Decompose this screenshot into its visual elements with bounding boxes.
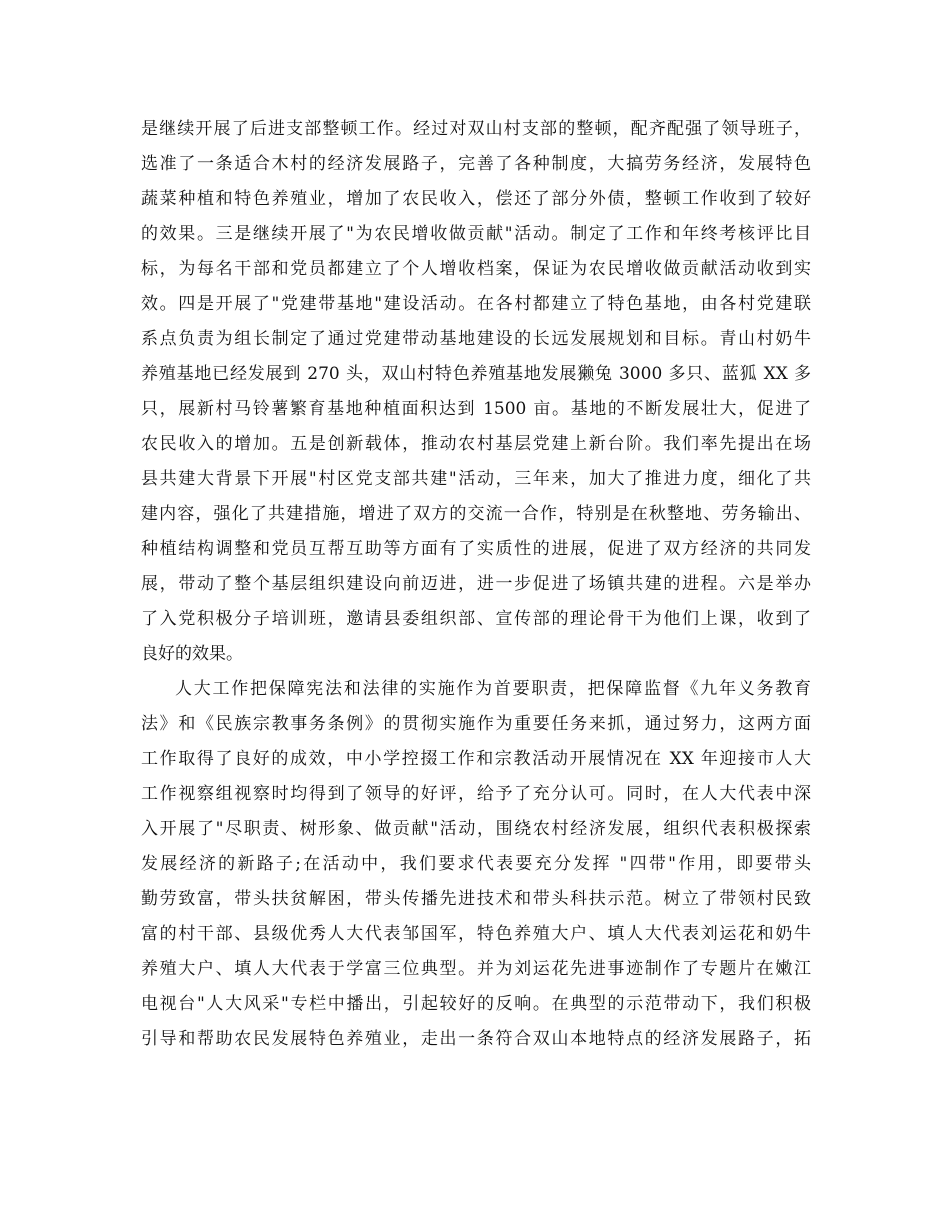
text-line: 工作视察组视察时均得到了领导的好评，给予了充分认可。同时，在人大代表中深 <box>141 784 811 804</box>
text-line: 良好的效果。 <box>141 644 243 664</box>
text-line: 系点负责为组长制定了通过党建带动基地建设的长远发展规划和目标。青山村奶牛 <box>141 329 811 349</box>
text-line: 的效果。三是继续开展了"为农民增收做贡献"活动。制定了工作和年终考核评比目 <box>141 224 811 244</box>
text-line: 法》和《民族宗教事务条例》的贯彻实施作为重要任务来抓，通过努力，这两方面 <box>141 714 811 734</box>
text-line: 只，展新村马铃薯繁育基地种植面积达到 1500 亩。基地的不断发展壮大，促进了 <box>141 399 811 419</box>
text-line: 效。四是开展了"党建带基地"建设活动。在各村都建立了特色基地，由各村党建联 <box>141 294 811 314</box>
text-line: 富的村干部、县级优秀人大代表邹国军，特色养殖大户、填人大代表刘运花和奶牛 <box>141 924 811 944</box>
text-line: 发展经济的新路子;在活动中，我们要求代表要充分发挥 "四带"作用，即要带头 <box>141 854 811 874</box>
paragraph-1 <box>141 112 811 672</box>
text-line: 养殖基地已经发展到 270 头，双山村特色养殖基地发展獭兔 3000 多只、蓝狐 XX 多 <box>141 364 811 384</box>
text-line: 引导和帮助农民发展特色养殖业，走出一条符合双山本地特点的经济发展路子，拓 <box>141 1029 811 1049</box>
text-line: 是继续开展了后进支部整顿工作。经过对双山村支部的整顿，配齐配强了领导班子， <box>141 119 811 139</box>
text-line: 人大工作把保障宪法和法律的实施作为首要职责，把保障监督《九年义务教育 <box>175 679 811 699</box>
text-line: 标，为每名干部和党员都建立了个人增收档案，保证为农民增收做贡献活动收到实 <box>141 259 811 279</box>
text-line: 勤劳致富，带头扶贫解困，带头传播先进技术和带头科扶示范。树立了带领村民致 <box>141 889 811 909</box>
text-line: 县共建大背景下开展"村区党支部共建"活动，三年来，加大了推进力度，细化了共 <box>141 469 811 489</box>
text-line: 蔬菜种植和特色养殖业，增加了农民收入，偿还了部分外债，整顿工作收到了较好 <box>141 189 811 209</box>
paragraph-2 <box>141 672 811 1057</box>
text-line: 了入党积极分子培训班，邀请县委组织部、宣传部的理论骨干为他们上课，收到了 <box>141 609 811 629</box>
text-line: 电视台"人大风采"专栏中播出，引起较好的反响。在典型的示范带动下，我们积极 <box>141 994 811 1014</box>
text-line: 工作取得了良好的成效，中小学控掇工作和宗教活动开展情况在 XX 年迎接市人大 <box>141 749 811 769</box>
text-line: 展，带动了整个基层组织建设向前迈进，进一步促进了场镇共建的进程。六是举办 <box>141 574 811 594</box>
text-line: 建内容，强化了共建措施，增进了双方的交流一合作，特别是在秋整地、劳务输出、 <box>141 504 811 524</box>
text-line: 选准了一条适合木村的经济发展路子，完善了各种制度，大搞劳务经济，发展特色 <box>141 154 811 174</box>
text-line: 农民收入的增加。五是创新载体，推动农村基层党建上新台阶。我们率先提出在场 <box>141 434 811 454</box>
document-body <box>141 112 811 1057</box>
text-line: 种植结构调整和党员互帮互助等方面有了实质性的进展，促进了双方经济的共同发 <box>141 539 811 559</box>
text-line: 入开展了"尽职责、树形象、做贡献"活动，围绕农村经济发展，组织代表积极探索 <box>141 819 811 839</box>
text-line: 养殖大户、填人大代表于学富三位典型。并为刘运花先进事迹制作了专题片在嫩江 <box>141 959 811 979</box>
